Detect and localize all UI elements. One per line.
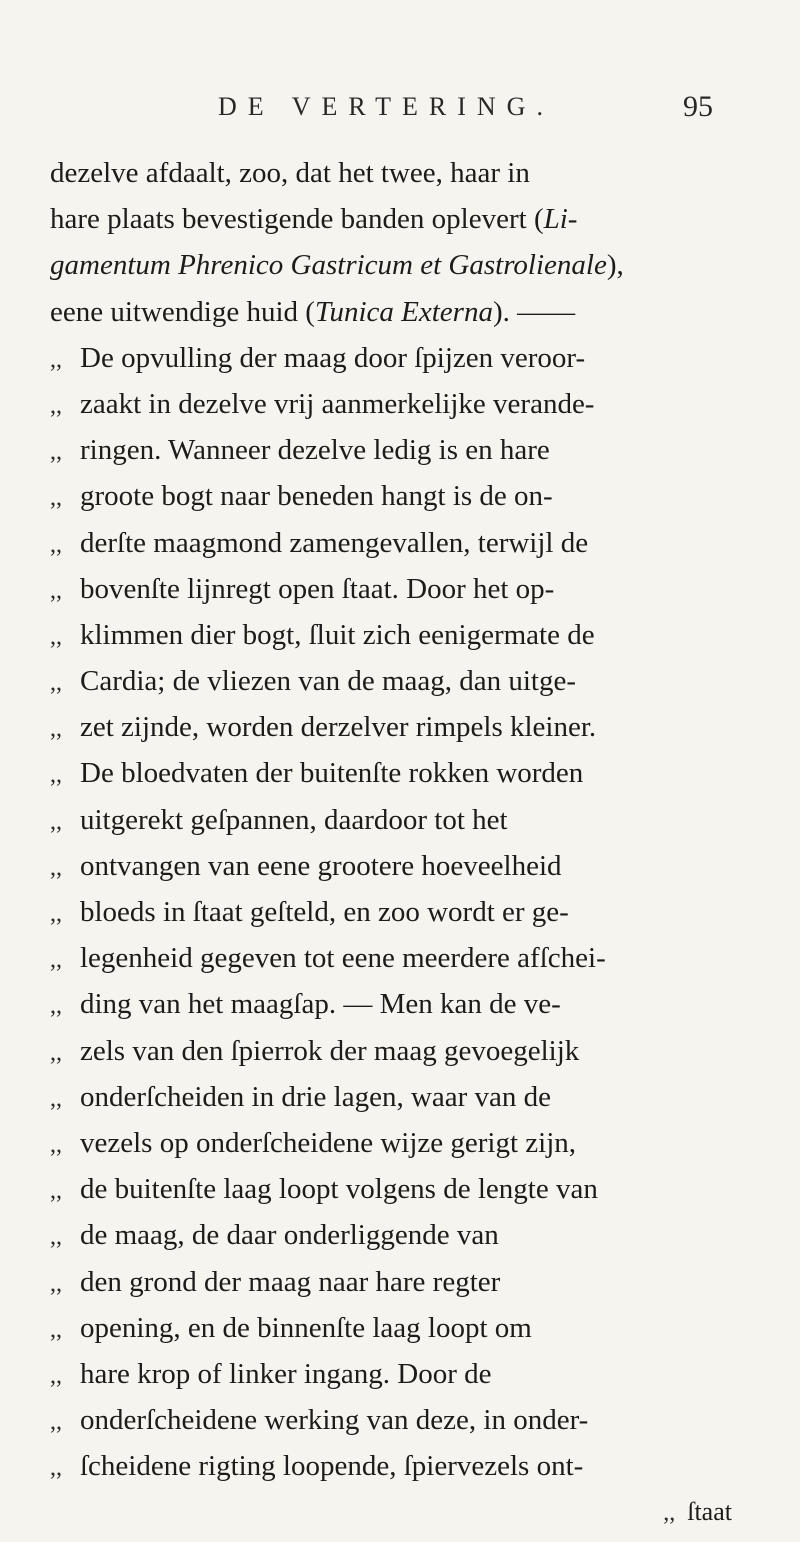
text-line bbox=[50, 935, 780, 981]
line-text: zaakt in dezelve vrij aanmerkelijke verande- bbox=[80, 387, 595, 420]
line-text: zet zijnde, worden derzelver rimpels kleiner. bbox=[80, 711, 597, 744]
quote-mark: ,, bbox=[663, 1500, 676, 1527]
line-text: bloeds in ſtaat geſteld, en zoo wordt er ge- bbox=[80, 896, 569, 928]
page-header bbox=[0, 86, 800, 126]
quote-mark: ,, bbox=[50, 716, 62, 743]
quote-mark: ,, bbox=[50, 1085, 62, 1112]
text-line bbox=[50, 1028, 780, 1074]
line-text: gamentum Phrenico Gastricum et Gastrolienale), bbox=[50, 249, 624, 282]
text-line bbox=[50, 843, 780, 889]
text-line bbox=[50, 150, 780, 196]
text-line bbox=[50, 1397, 780, 1443]
line-text: groote bogt naar beneden hangt is de on- bbox=[80, 480, 553, 513]
line-text: onderſcheiden in drie lagen, waar van de bbox=[80, 1080, 552, 1113]
text-line bbox=[50, 520, 780, 566]
running-head: DE VERTERING. bbox=[218, 92, 554, 121]
line-text: zels van den ſpierrok der maag gevoegelijk bbox=[80, 1034, 580, 1067]
quote-mark: ,, bbox=[50, 577, 62, 604]
quote-mark: ,, bbox=[50, 439, 62, 466]
line-text: De opvulling der maag door ſpijzen veroor- bbox=[80, 341, 586, 374]
quote-mark: ,, bbox=[50, 1455, 62, 1482]
line-text: bovenſte lijnregt open ſtaat. Door het op- bbox=[80, 572, 555, 605]
line-text: legenheid gegeven tot eene meerdere afſchei- bbox=[80, 942, 606, 975]
line-text: opening, en de binnenſte laag loopt om bbox=[80, 1311, 532, 1344]
quote-mark: ,, bbox=[50, 1409, 62, 1436]
text-line bbox=[50, 1120, 780, 1166]
text-line bbox=[50, 797, 780, 843]
line-text: hare plaats bevestigende banden oplevert (Li- bbox=[50, 203, 578, 236]
text-line bbox=[50, 289, 780, 335]
line-text: den grond der maag naar hare regter bbox=[80, 1265, 501, 1298]
text-line bbox=[50, 381, 780, 427]
text-line bbox=[50, 335, 780, 381]
body-text bbox=[50, 150, 780, 1536]
catchword bbox=[50, 1489, 780, 1535]
quote-mark: ,, bbox=[50, 947, 62, 974]
text-line bbox=[50, 196, 780, 242]
line-text: ſcheidene rigting loopende, ſpiervezels ont- bbox=[80, 1450, 584, 1483]
line-text: ding van het maagſap. — Men kan de ve- bbox=[80, 988, 561, 1021]
text-line bbox=[50, 612, 780, 658]
line-text: derſte maagmond zamengevallen, terwijl de bbox=[80, 526, 589, 559]
text-line bbox=[50, 1305, 780, 1351]
line-text: vezels op onderſcheidene wijze gerigt zijn, bbox=[80, 1126, 577, 1159]
line-text: de buitenſte laag loopt volgens de lengte van bbox=[80, 1173, 598, 1206]
text-line bbox=[50, 242, 780, 288]
line-text: eene uitwendige huid (Tunica Externa). —— bbox=[50, 295, 576, 328]
text-line bbox=[50, 566, 780, 612]
text-line bbox=[50, 473, 780, 519]
quote-mark: ,, bbox=[50, 531, 62, 558]
text-line bbox=[50, 1166, 780, 1212]
text-line bbox=[50, 1351, 780, 1397]
quote-mark: ,, bbox=[50, 808, 62, 835]
text-line bbox=[50, 981, 780, 1027]
quote-mark: ,, bbox=[50, 485, 62, 512]
text-line bbox=[50, 1212, 780, 1258]
text-line bbox=[50, 750, 780, 796]
line-text: de maag, de daar onderliggende van bbox=[80, 1219, 499, 1252]
quote-mark: ,, bbox=[50, 670, 62, 697]
quote-mark: ,, bbox=[50, 854, 62, 881]
quote-mark: ,, bbox=[50, 1362, 62, 1389]
quote-mark: ,, bbox=[50, 1178, 62, 1205]
text-line bbox=[50, 427, 780, 473]
line-text: hare krop of linker ingang. Door de bbox=[80, 1357, 492, 1390]
line-text: uitgerekt geſpannen, daardoor tot het bbox=[80, 803, 508, 836]
line-text: dezelve afdaalt, zoo, dat het twee, haar in bbox=[50, 157, 530, 189]
line-text: klimmen dier bogt, ſluit zich eenigermate de bbox=[80, 618, 595, 651]
line-text: onderſcheidene werking van deze, in onder- bbox=[80, 1404, 589, 1437]
quote-mark: ,, bbox=[50, 993, 62, 1020]
page-number: 95 bbox=[683, 90, 713, 123]
text-line bbox=[50, 889, 780, 935]
line-text: ringen. Wanneer dezelve ledig is en hare bbox=[80, 434, 550, 467]
quote-mark: ,, bbox=[50, 1131, 62, 1158]
quote-mark: ,, bbox=[50, 762, 62, 789]
catchword-text: ſtaat bbox=[687, 1497, 732, 1527]
quote-mark: ,, bbox=[50, 623, 62, 650]
quote-mark: ,, bbox=[50, 1270, 62, 1297]
quote-mark: ,, bbox=[50, 346, 62, 373]
text-line bbox=[50, 1259, 780, 1305]
quote-mark: ,, bbox=[50, 901, 62, 927]
line-text: ontvangen van eene grootere hoeveelheid bbox=[80, 849, 562, 882]
text-line bbox=[50, 658, 780, 704]
text-line bbox=[50, 704, 780, 750]
line-text: De bloedvaten der buitenſte rokken worden bbox=[80, 757, 584, 790]
quote-mark: ,, bbox=[50, 1224, 62, 1251]
quote-mark: ,, bbox=[50, 1316, 62, 1343]
line-text: Cardia; de vliezen van de maag, dan uitge- bbox=[80, 665, 577, 698]
quote-mark: ,, bbox=[50, 1039, 62, 1066]
text-line bbox=[50, 1074, 780, 1120]
text-line bbox=[50, 1443, 780, 1489]
quote-mark: ,, bbox=[50, 392, 62, 419]
